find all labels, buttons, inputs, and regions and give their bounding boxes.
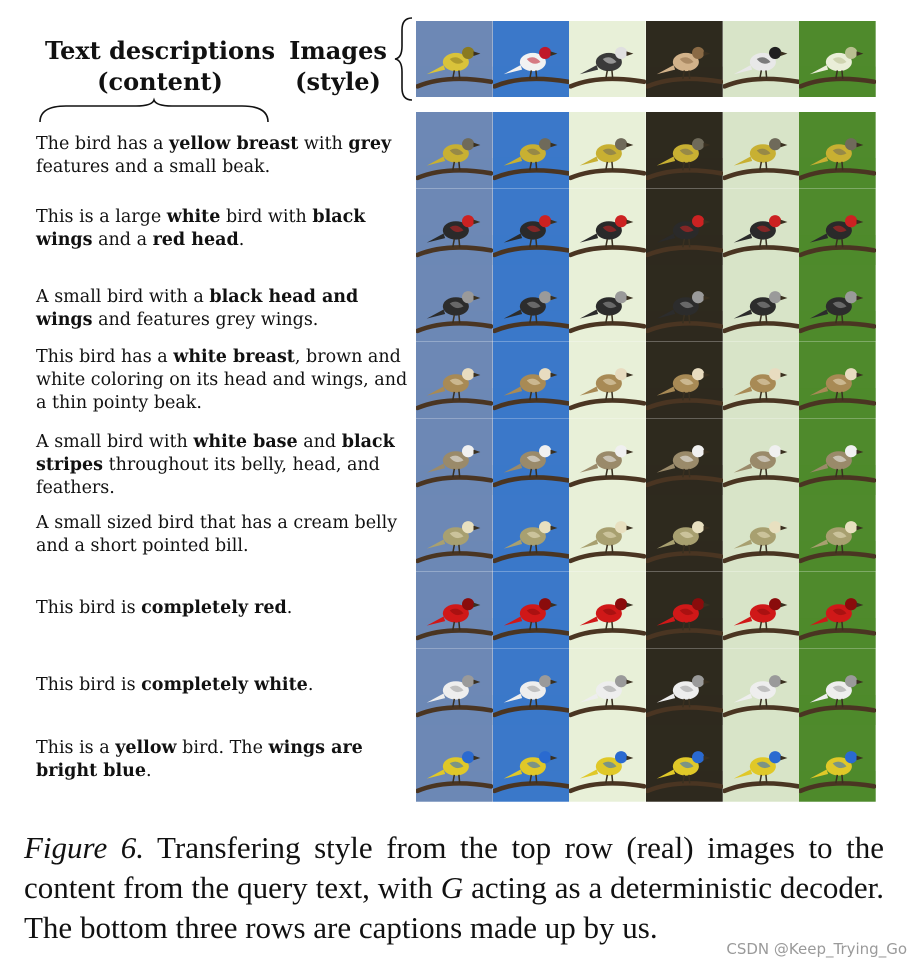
caption-3	[36, 286, 408, 332]
figure-caption-text-b: acting as a deterministic decoder. The bottom three rows are captions made up by us.	[24, 870, 885, 945]
generated-image-r2-c4	[646, 189, 723, 266]
style-image-3	[569, 21, 646, 97]
generated-image-r8-c2	[493, 649, 570, 726]
generated-image-r6-c5	[723, 495, 800, 572]
generated-image-r5-c1	[416, 419, 493, 496]
generated-image-r8-c1	[416, 649, 493, 726]
style-images-row	[416, 21, 876, 97]
generated-image-r1-c6	[799, 112, 876, 189]
caption-bold-span: completely white	[141, 675, 308, 695]
generated-image-r5-c4	[646, 419, 723, 496]
caption-bold-span: red head	[152, 230, 239, 250]
header-text-line1: Text descriptions	[44, 36, 275, 65]
caption-bold-span: yellow	[115, 738, 177, 758]
generated-image-r7-c3	[569, 572, 646, 649]
caption-span: and a	[92, 230, 153, 250]
style-image-4	[646, 21, 723, 97]
caption-span: A small bird with a	[36, 287, 210, 307]
generated-image-r2-c1	[416, 189, 493, 266]
caption-6	[36, 512, 408, 558]
header-text-descriptions	[40, 35, 280, 97]
generated-image-r9-c1	[416, 725, 493, 802]
caption-bold-span: completely red	[141, 598, 287, 618]
generated-image-r2-c5	[723, 189, 800, 266]
caption-span: .	[307, 675, 314, 695]
generated-image-r3-c1	[416, 265, 493, 342]
caption-span: A small bird with	[36, 432, 194, 452]
generated-image-r3-c2	[493, 265, 570, 342]
generated-image-r1-c2	[493, 112, 570, 189]
caption-2	[36, 206, 408, 252]
header-images-line1: Images	[289, 36, 387, 65]
header-text-line2: (content)	[97, 67, 223, 96]
style-image-5	[723, 21, 800, 97]
generated-image-r7-c6	[799, 572, 876, 649]
caption-span: features and a small beak.	[36, 157, 271, 177]
generated-image-r5-c6	[799, 419, 876, 496]
caption-bold-span: white base	[193, 432, 298, 452]
caption-span: with	[298, 134, 349, 154]
style-image-6	[799, 21, 876, 97]
caption-span: This is a large	[36, 207, 167, 227]
generated-image-r7-c1	[416, 572, 493, 649]
generated-image-r4-c3	[569, 342, 646, 419]
generated-image-r7-c2	[493, 572, 570, 649]
generated-image-r9-c2	[493, 725, 570, 802]
generated-image-r1-c5	[723, 112, 800, 189]
generated-image-r6-c2	[493, 495, 570, 572]
generated-image-r2-c6	[799, 189, 876, 266]
generated-image-r6-c4	[646, 495, 723, 572]
caption-bold-span: black stripes	[36, 432, 395, 475]
generated-image-r6-c6	[799, 495, 876, 572]
generated-image-r5-c2	[493, 419, 570, 496]
generated-image-r6-c1	[416, 495, 493, 572]
generated-image-r9-c3	[569, 725, 646, 802]
watermark: CSDN @Keep_Trying_Go	[726, 940, 907, 958]
generated-image-r1-c3	[569, 112, 646, 189]
caption-span: .	[238, 230, 245, 250]
generated-image-r8-c3	[569, 649, 646, 726]
generated-image-r2-c2	[493, 189, 570, 266]
caption-span: This bird has a	[36, 347, 174, 367]
caption-span: bird. The	[176, 738, 269, 758]
generated-image-r3-c3	[569, 265, 646, 342]
generated-image-r4-c6	[799, 342, 876, 419]
generated-image-r1-c1	[416, 112, 493, 189]
caption-span: The bird has a	[36, 134, 170, 154]
caption-1	[36, 133, 408, 179]
generated-image-r3-c5	[723, 265, 800, 342]
caption-span: This is a	[36, 738, 116, 758]
caption-span: and	[297, 432, 342, 452]
generated-image-r1-c4	[646, 112, 723, 189]
caption-8	[36, 674, 408, 697]
caption-span: , brown and white coloring on its head and wings, and a thin pointy beak.	[36, 347, 408, 413]
generated-image-r7-c5	[723, 572, 800, 649]
caption-bold-span: white	[166, 207, 221, 227]
caption-span: .	[145, 761, 152, 781]
style-brace-icon	[394, 16, 414, 102]
generated-image-r3-c4	[646, 265, 723, 342]
generated-image-r9-c5	[723, 725, 800, 802]
generated-image-r9-c6	[799, 725, 876, 802]
generated-image-r7-c4	[646, 572, 723, 649]
caption-bold-span: yellow breast	[169, 134, 299, 154]
caption-span: A small sized bird that has a cream belly and a short pointed bill.	[36, 513, 398, 556]
caption-5	[36, 431, 408, 500]
style-image-1	[416, 21, 493, 97]
header-images-style	[283, 35, 393, 97]
style-image-2	[493, 21, 570, 97]
caption-bold-span: black wings	[36, 207, 366, 250]
figure-caption-text-a: Transfering style from the top row (real) images to the content from the query text, with	[24, 830, 884, 905]
generated-image-r8-c4	[646, 649, 723, 726]
caption-4	[36, 346, 408, 415]
figure-label: Figure 6.	[24, 830, 145, 865]
generated-image-r3-c6	[799, 265, 876, 342]
caption-7	[36, 597, 408, 620]
caption-span: throughout its belly, head, and feathers.	[36, 455, 380, 498]
caption-bold-span: grey	[348, 134, 392, 154]
generated-image-r8-c6	[799, 649, 876, 726]
caption-bold-span: white breast	[173, 347, 295, 367]
figure-caption-variable: G	[440, 870, 464, 905]
generated-image-r5-c5	[723, 419, 800, 496]
caption-span: and features grey wings.	[92, 310, 319, 330]
generated-image-r8-c5	[723, 649, 800, 726]
caption-span: This bird is	[36, 598, 142, 618]
caption-span: bird with	[220, 207, 313, 227]
generated-image-r9-c4	[646, 725, 723, 802]
caption-bold-span: black head and wings	[36, 287, 359, 330]
generated-image-r4-c2	[493, 342, 570, 419]
caption-bold-span: wings are bright blue	[36, 738, 363, 781]
generated-image-r5-c3	[569, 419, 646, 496]
caption-9	[36, 737, 408, 783]
generated-image-r6-c3	[569, 495, 646, 572]
caption-span: This bird is	[36, 675, 142, 695]
generated-image-r4-c4	[646, 342, 723, 419]
header-images-line2: (style)	[295, 67, 381, 96]
content-brace-icon	[38, 102, 270, 126]
generated-image-r4-c5	[723, 342, 800, 419]
figure-caption	[24, 828, 884, 948]
generated-image-grid	[416, 112, 876, 802]
generated-image-r2-c3	[569, 189, 646, 266]
caption-span: .	[286, 598, 293, 618]
generated-image-r4-c1	[416, 342, 493, 419]
